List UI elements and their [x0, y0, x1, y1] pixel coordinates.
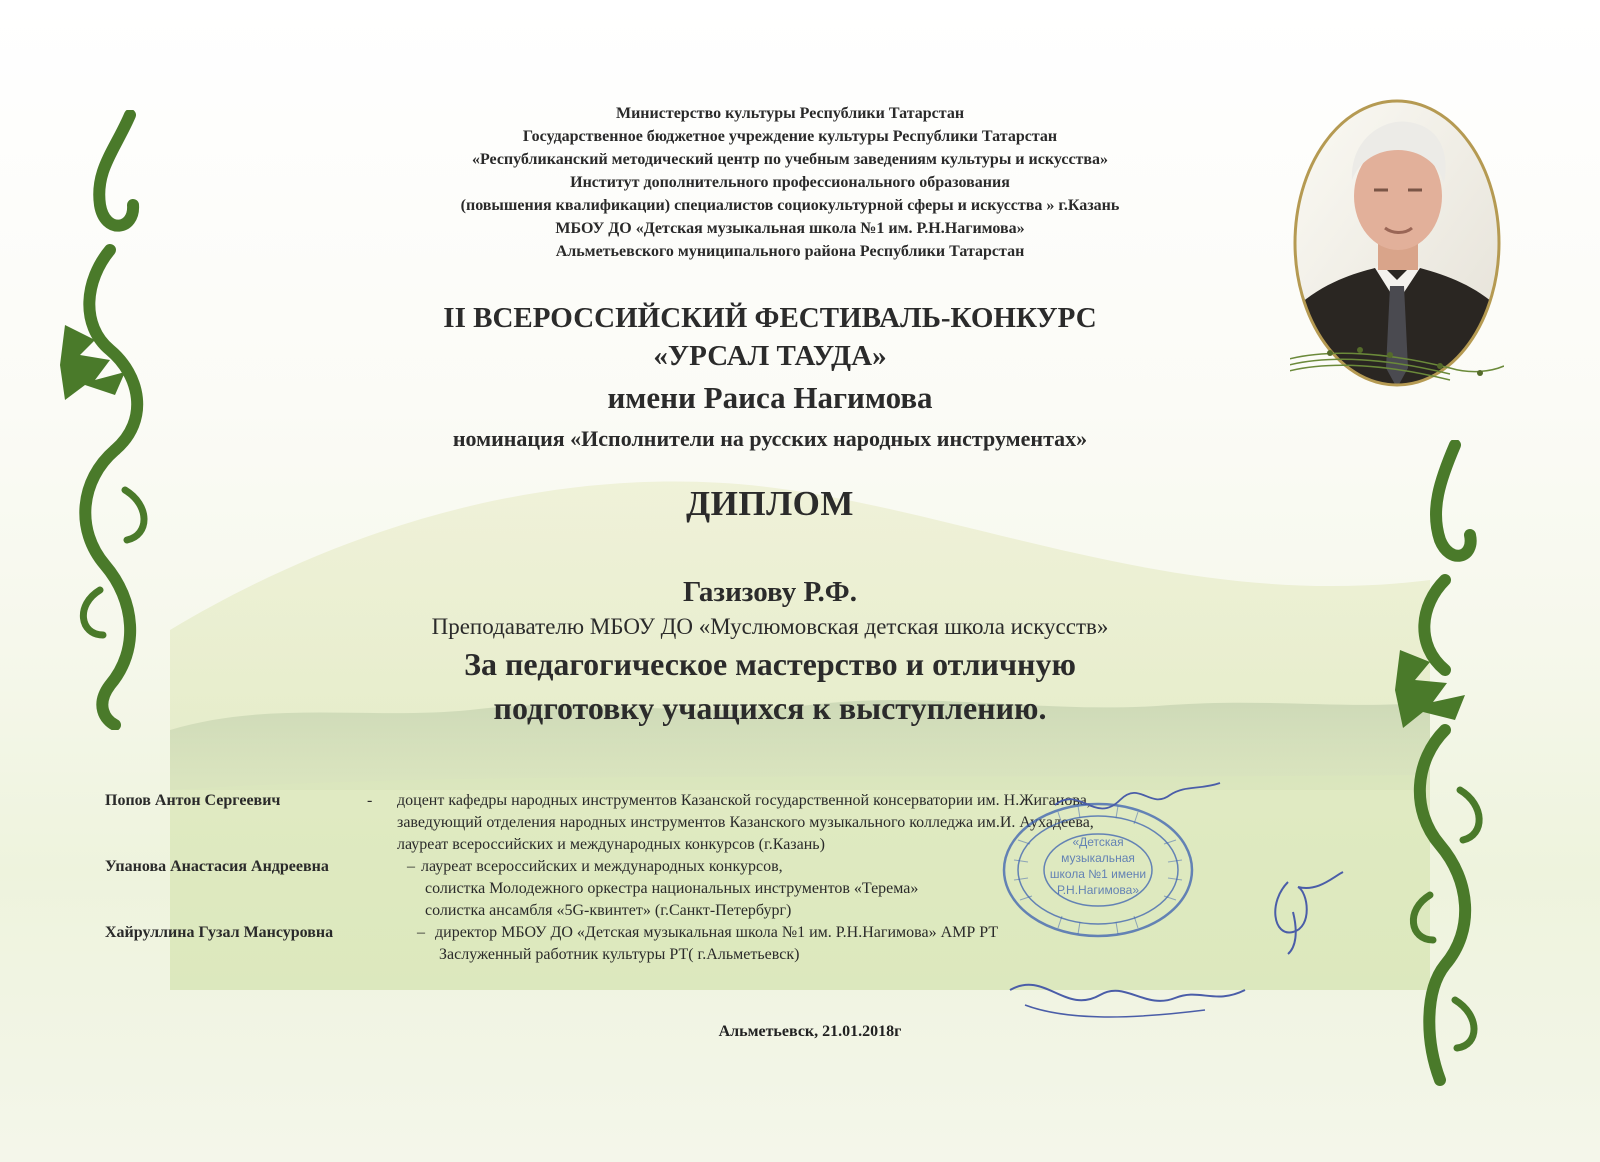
jury-name: Попов Антон Сергеевич	[105, 792, 281, 809]
header-line: (повышения квалификации) специалистов социокультурной сферы и искусства » г.Казань	[460, 197, 1120, 214]
festival-dedication: имени Раиса Нагимова	[607, 380, 933, 415]
right-ornament	[1385, 440, 1505, 1090]
jury-dash: –	[417, 924, 425, 941]
header-line: Министерство культуры Республики Татарстан	[615, 105, 965, 122]
nomination: номинация «Исполнители на русских народных инструментах»	[452, 426, 1088, 451]
jury-dash: -	[367, 792, 373, 809]
header-line: Институт дополнительного профессионального образования	[570, 174, 1010, 191]
jury-detail: Заслуженный работник культуры РТ( г.Альметьевск)	[439, 946, 800, 963]
jury-member-row	[105, 900, 1405, 922]
stamp-line: «Детская	[1072, 835, 1124, 849]
jury-dash: –	[407, 858, 415, 875]
stamp-line: музыкальная	[1061, 851, 1135, 865]
header-line: Альметьевского муниципального района Республики Татарстан	[555, 243, 1025, 260]
left-ornament	[55, 110, 165, 730]
festival-title: II ВСЕРОССИЙСКИЙ ФЕСТИВАЛЬ-КОНКУРС	[443, 302, 1097, 334]
jury-member-row	[105, 878, 1405, 900]
recipient-position: Преподавателю МБОУ ДО «Муслюмовская детская школа искусств»	[431, 614, 1109, 639]
header-line: «Республиканский методический центр по учебным заведениям культуры и искусства»	[471, 151, 1109, 168]
recipient-name: Газизову Р.Ф.	[683, 576, 857, 608]
jury-detail: директор МБОУ ДО «Детская музыкальная школа №1 им. Р.Н.Нагимова» АМР РТ	[435, 924, 999, 941]
signature-3	[1258, 862, 1348, 957]
jury-detail: доцент кафедры народных инструментов Казанской государственной консерватории им. Н.Жиганова,	[397, 792, 1091, 809]
jury-member-row	[105, 856, 1405, 878]
jury-detail: солистка ансамбля «5G-квинтет» (г.Санкт-Петербург)	[425, 902, 792, 919]
portrait-photo	[1290, 98, 1504, 398]
jury-detail: лауреат всероссийских и международных конкурсов (г.Казань)	[397, 836, 825, 853]
stamp-line: школа №1 имени	[1049, 867, 1147, 881]
jury-detail: солистка Молодежного оркестра национальных инструментов «Терема»	[425, 880, 919, 897]
jury-name: Упанова Анастасия Андреевна	[105, 858, 329, 875]
organizer-header	[300, 102, 1280, 263]
jury-detail: лауреат всероссийских и международных конкурсов,	[421, 858, 783, 875]
award-reason-line: За педагогическое мастерство и отличную	[464, 646, 1076, 682]
jury-member-row	[105, 922, 1405, 944]
festival-name: «УРСАЛ ТАУДА»	[653, 340, 887, 372]
diploma-heading: ДИПЛОМ	[686, 484, 854, 523]
stamp-line: Р.Н.Нагимова»	[1056, 883, 1140, 897]
jury-detail: заведующий отделения народных инструментов Казанского музыкального колледжа им.И. Аухадеева,	[397, 814, 1094, 831]
place-and-date: Альметьевск, 21.01.2018г	[718, 1023, 902, 1040]
header-line: Государственное бюджетное учреждение культуры Республики Татарстан	[522, 128, 1058, 145]
jury-name: Хайруллина Гузал Мансуровна	[105, 924, 334, 941]
award-reason-line: подготовку учащихся к выступлению.	[493, 690, 1047, 726]
header-line: МБОУ ДО «Детская музыкальная школа №1 им. Р.Н.Нагимова»	[555, 220, 1025, 237]
signature-1	[1050, 765, 1230, 845]
